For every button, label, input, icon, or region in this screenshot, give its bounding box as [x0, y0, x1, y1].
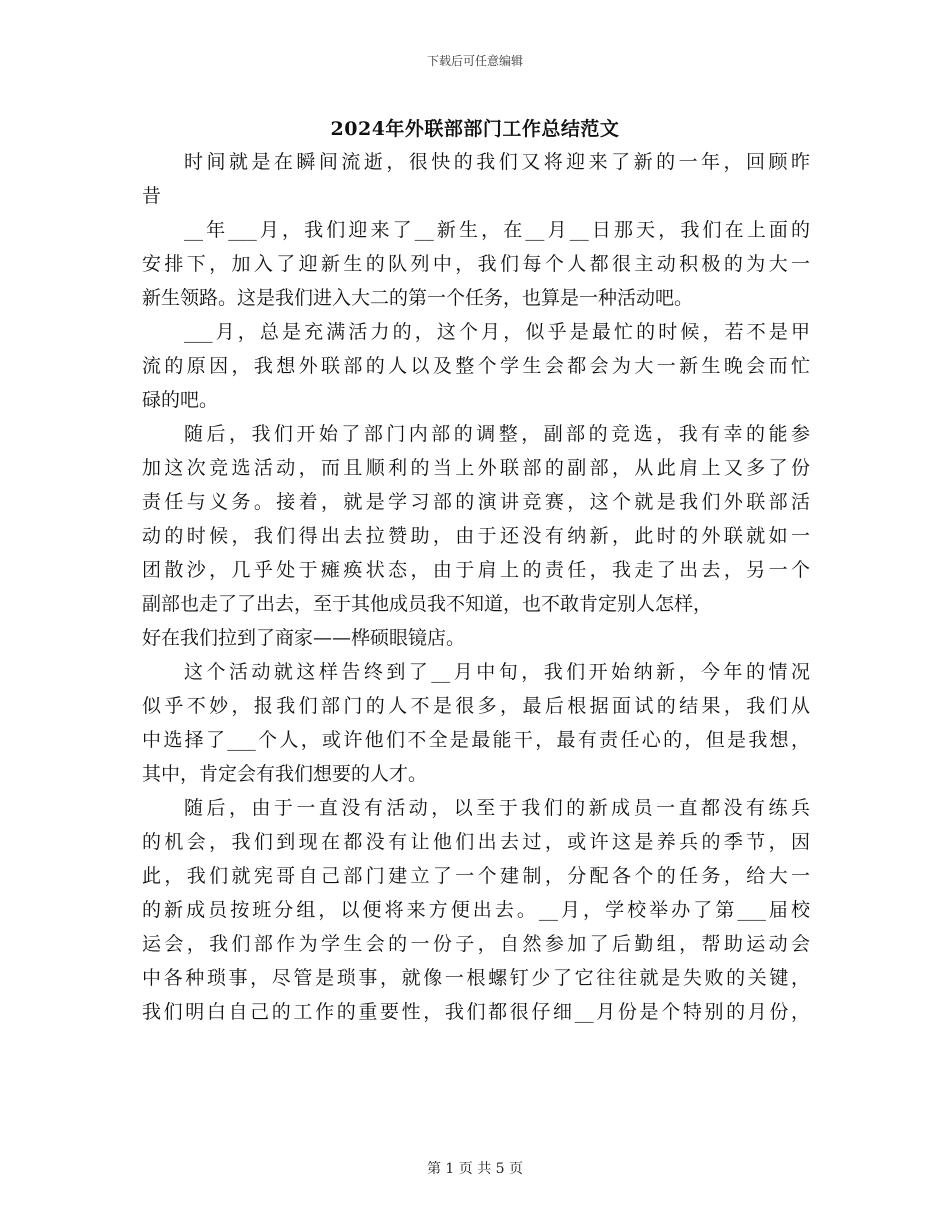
body-line: 的机会，我们到现在都没有让他们出去过，或许这是养兵的季节，因 — [142, 831, 810, 853]
body-line: 随后，我们开始了部门内部的调整，副部的竞选，我有幸的能参 — [184, 423, 810, 445]
document-body — [142, 145, 810, 1029]
body-line: 昔 — [142, 185, 162, 207]
body-line: 时间就是在瞬间流逝，很快的我们又将迎来了新的一年，回顾昨 — [184, 151, 810, 173]
body-line: 团散沙，几乎处于瘫痪状态，由于肩上的责任，我走了出去，另一个 — [142, 559, 810, 581]
page-footer: 第 1 页 共 5 页 — [426, 1161, 524, 1177]
body-line: 好在我们拉到了商家——桦硕眼镜店。 — [142, 627, 466, 649]
body-line: 加这次竞选活动，而且顺利的当上外联部的副部，从此肩上又多了份 — [142, 457, 810, 479]
body-line: 责任与义务。接着，就是学习部的演讲竞赛，这个就是我们外联部活 — [142, 491, 810, 513]
body-line: 新生领路。这是我们进入大二的第一个任务，也算是一种活动吧。 — [142, 287, 694, 309]
body-line: ___月，总是充满活力的，这个月，似乎是最忙的时候，若不是甲 — [184, 321, 810, 343]
body-line: 的新成员按班分组，以便将来方便出去。__月，学校举办了第___届校 — [142, 899, 810, 921]
body-line: 此，我们就宪哥自己部门建立了一个建制，分配各个的任务，给大一 — [142, 865, 810, 887]
document-title: 2024年外联部部门工作总结范文 — [330, 118, 620, 140]
body-line: 其中，肯定会有我们想要的人才。 — [142, 763, 428, 785]
body-line: 随后，由于一直没有活动，以至于我们的新成员一直都没有练兵 — [184, 797, 810, 819]
body-line: 副部也走了了出去，至于其他成员我不知道，也不敢肯定别人怎样， — [142, 593, 713, 615]
body-line: 中各种琐事，尽管是琐事，就像一根螺钉少了它往往就是失败的关键， — [142, 967, 810, 989]
body-line: 这个活动就这样告终到了__月中旬，我们开始纳新，今年的情况 — [184, 661, 810, 683]
body-line: __年___月，我们迎来了__新生，在__月__日那天，我们在上面的 — [184, 219, 810, 241]
header-note: 下载后可任意编辑 — [426, 54, 523, 68]
body-line: 中选择了___个人，或许他们不全是最能干，最有责任心的，但是我想， — [142, 729, 810, 751]
body-line: 动的时候，我们得出去拉赞助，由于还没有纳新，此时的外联就如一 — [142, 525, 810, 547]
body-line: 运会，我们部作为学生会的一份子，自然参加了后勤组，帮助运动会 — [142, 933, 810, 955]
body-line: 安排下，加入了迎新生的队列中，我们每个人都很主动积极的为大一 — [142, 253, 810, 275]
body-line: 流的原因，我想外联部的人以及整个学生会都会为大一新生晚会而忙 — [142, 355, 810, 377]
body-line: 碌的吧。 — [142, 389, 219, 411]
body-line: 我们明白自己的工作的重要性，我们都很仔细__月份是个特别的月份， — [142, 1001, 810, 1023]
body-line: 似乎不妙，报我们部门的人不是很多，最后根据面试的结果，我们从 — [142, 695, 810, 717]
